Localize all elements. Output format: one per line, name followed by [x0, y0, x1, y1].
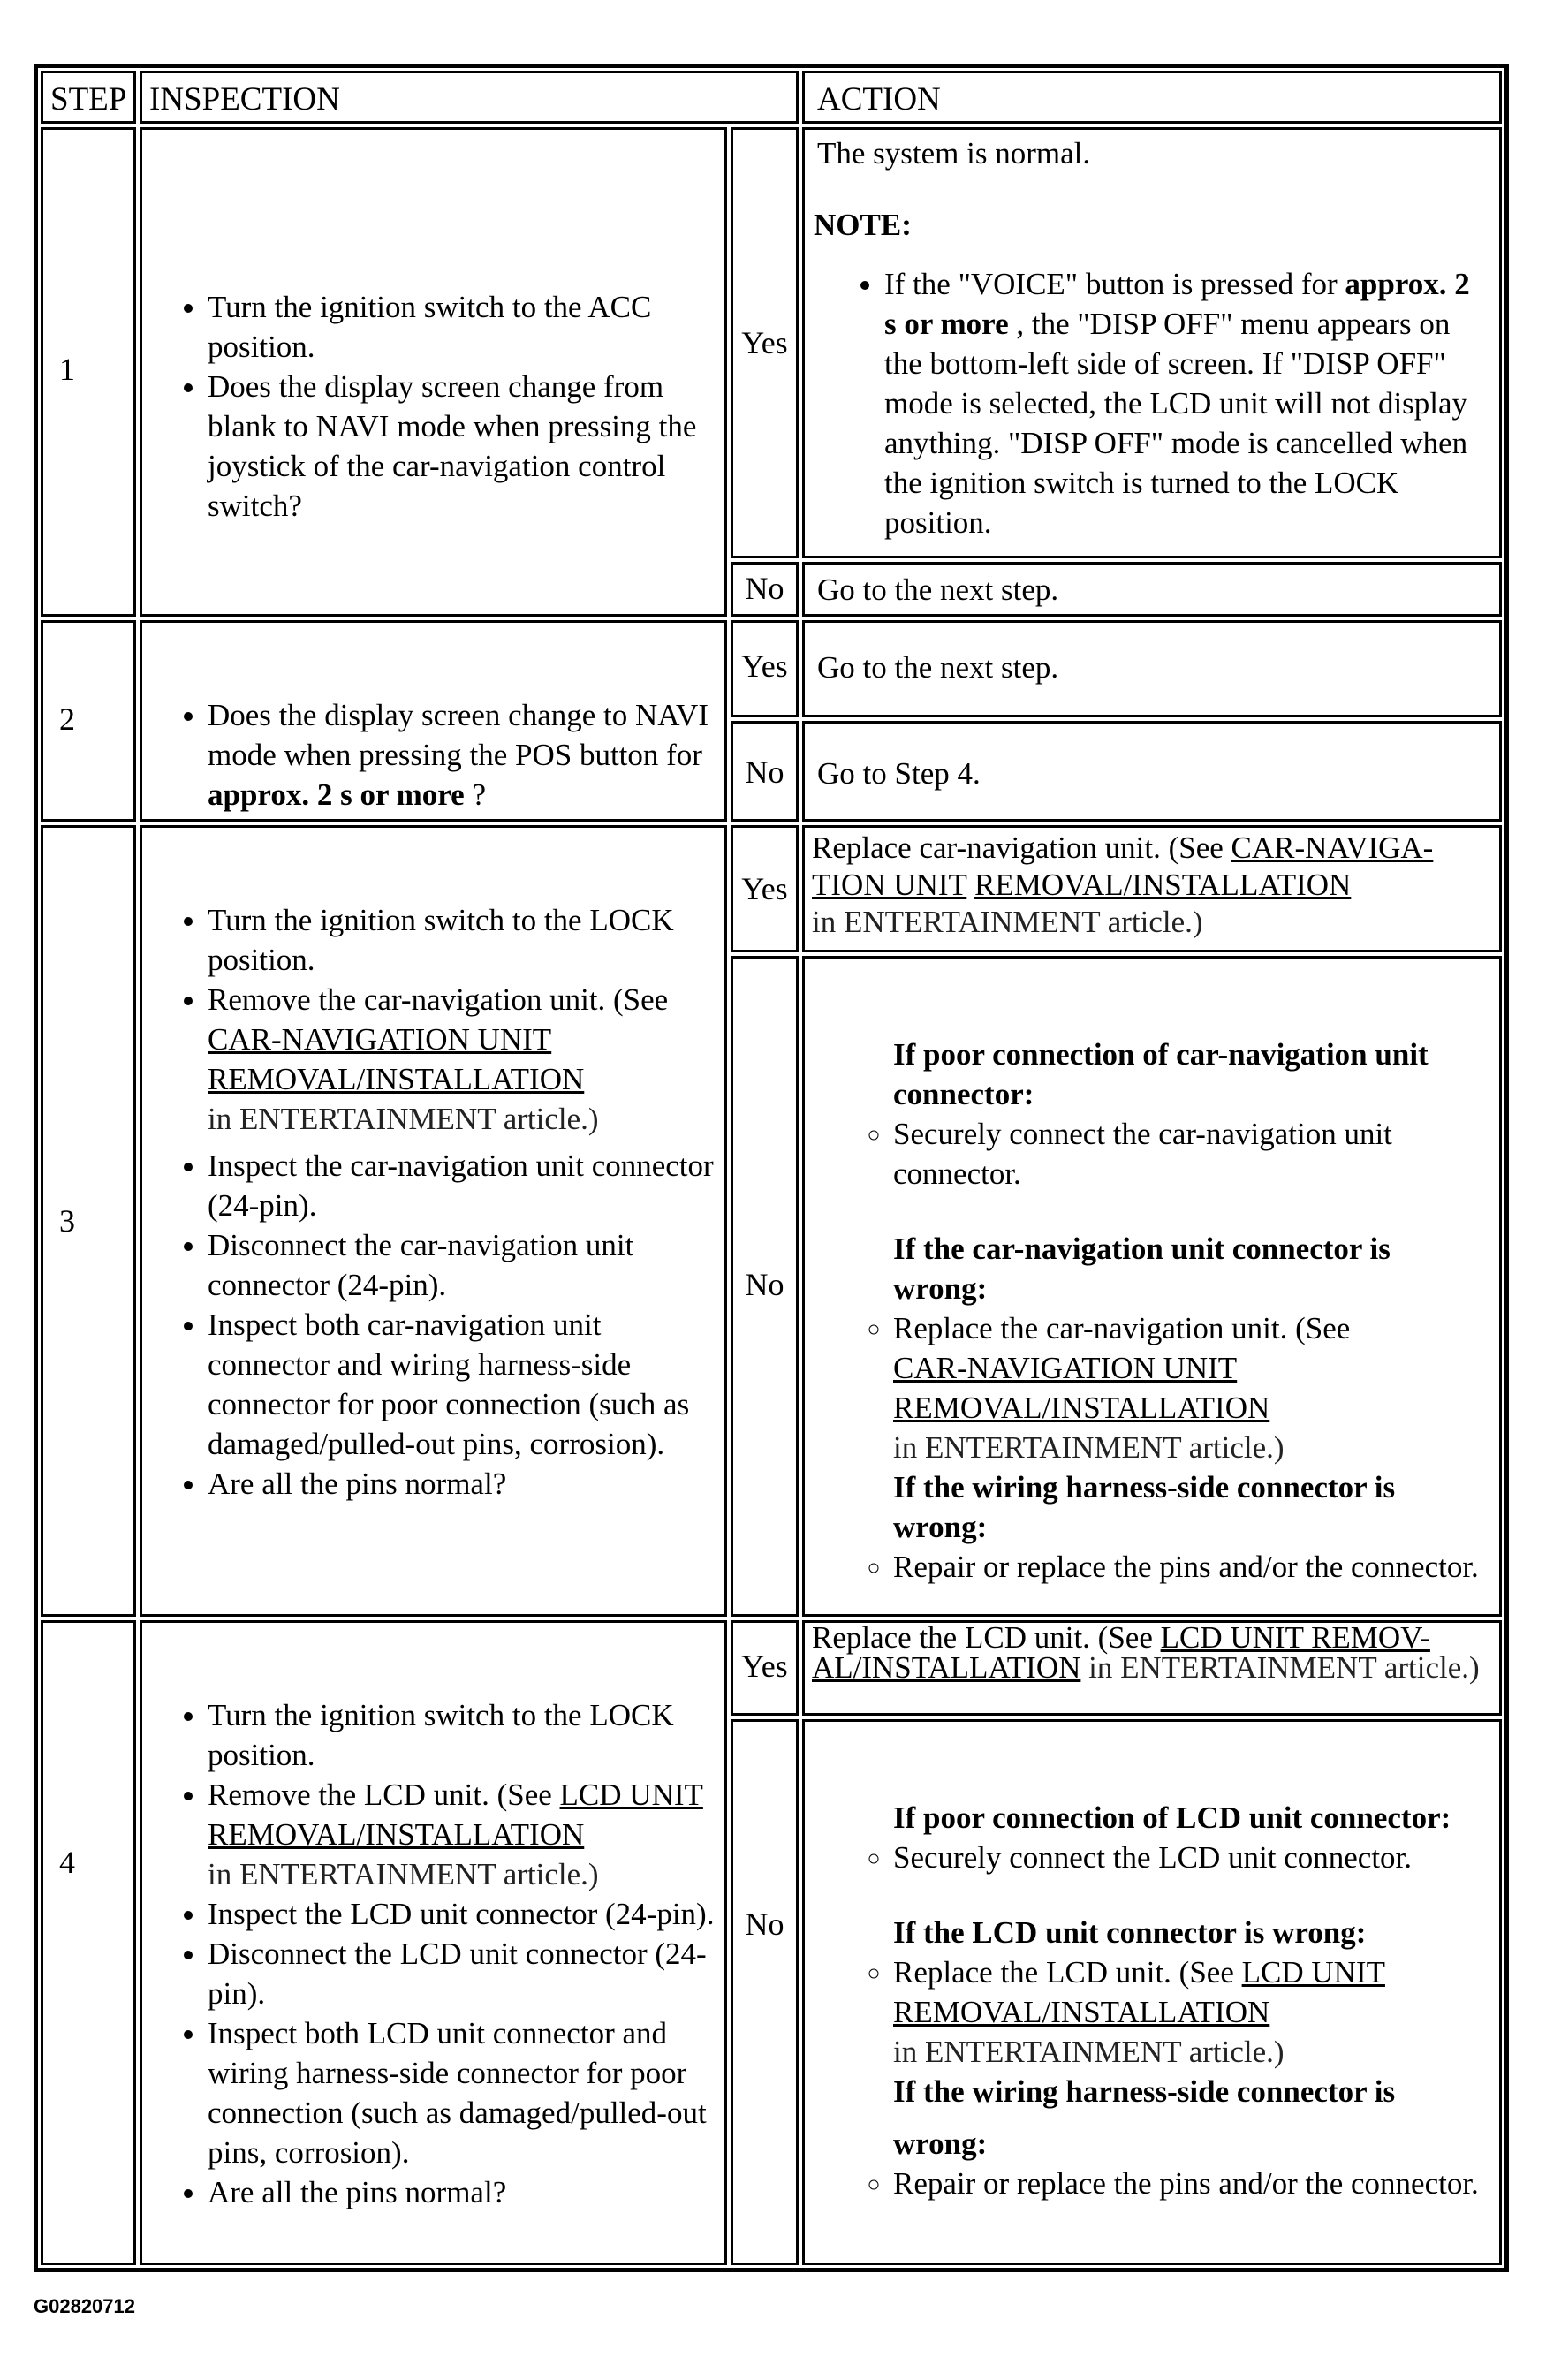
step-4-yes-cell: [731, 1620, 799, 1716]
step-3-no-action: [802, 956, 1502, 1617]
step-4-inspection-item: • Are all the pins normal?: [208, 2172, 719, 2212]
removal-installation-link[interactable]: REMOVAL/INSTALLATION: [974, 868, 1352, 902]
lcd-removal-link[interactable]: LCD UNIT REMOVAL/INSTALLATION: [208, 1777, 703, 1852]
step-1-inspection-item: • Turn the ignition switch to the ACC position.: [208, 287, 716, 367]
step-3-inspection-item: • Turn the ignition switch to the LOCK position.: [208, 900, 716, 980]
step-3-inspection-item: • Inspect both car-navigation unit connector and wiring harness-side connector for poor connection (such as damaged/pulled-out pins, corrosion).: [208, 1305, 716, 1464]
step-4-no-cell: [731, 1719, 799, 2265]
header-inspection: INSPECTION: [140, 71, 799, 124]
step-3-inspection-cell: [140, 825, 727, 1617]
condition-heading: If the wiring harness-side connector is wrong:: [893, 1470, 1396, 1544]
step-4-yes-label: Yes: [741, 1649, 788, 1684]
action-item: ◦ Replace the LCD unit. (See LCD UNIT REMOVAL/INSTALLATION in ENTERTAINMENT article.): [893, 1952, 1496, 2072]
condition-heading: wrong:: [893, 2126, 988, 2161]
lcd-unit-link[interactable]: LCD UNIT: [1241, 1955, 1385, 1990]
step-4-no-label: No: [745, 1906, 784, 1942]
step-1-yes-label: Yes: [741, 325, 788, 360]
step-4-inspection-item: • Inspect both LCD unit connector and wiring harness-side connector for poor connection (such as damaged/pulled-out pins, corrosion).: [208, 2013, 719, 2172]
removal-installation-link[interactable]: REMOVAL/INSTALLATION: [893, 1995, 1270, 2029]
action-item: ◦ Securely connect the car-navigation unit connector.: [893, 1114, 1487, 1194]
step-1-no-cell: [731, 562, 799, 617]
step-1-yes-cell: [731, 127, 799, 558]
step-4-inspection-cell: [140, 1620, 727, 2265]
step-4-number-cell: [41, 1620, 136, 2265]
step-4-inspection-item: • Disconnect the LCD unit connector (24-pin).: [208, 1934, 719, 2013]
step-1-inspection-item: • Does the display screen change from blank to NAVI mode when pressing the joystick of the car-navigation control switch?: [208, 367, 716, 526]
step-3-yes-action: Replace car-navigation unit. (See CAR-NAVIGA-TION UNIT REMOVAL/INSTALLATION in ENTERTAINMENT article.): [802, 825, 1502, 952]
step-1-yes-action: [802, 127, 1502, 558]
step-3-inspection-item: • Remove the car-navigation unit. (See CAR-NAVIGATION UNIT REMOVAL/INSTALLATION in ENTERTAINMENT article.): [208, 980, 716, 1139]
step-2-yes-cell: [731, 620, 799, 717]
step-3-no-label: No: [745, 1267, 784, 1302]
step-2-no-label: No: [745, 754, 784, 790]
step-1-number: 1: [59, 352, 75, 387]
action-item: ◦ Repair or replace the pins and/or the connector.: [893, 2164, 1496, 2203]
step-4-inspection-item: • Turn the ignition switch to the LOCK position.: [208, 1695, 719, 1775]
step-1-inspection-cell: [140, 127, 727, 617]
step-3-inspection-item: • Disconnect the car-navigation unit connector (24-pin).: [208, 1225, 716, 1305]
step-3-inspection-item: • Inspect the car-navigation unit connector (24-pin).: [208, 1146, 716, 1225]
note-item: • If the "VOICE" button is pressed for approx. 2 s or more , the "DISP OFF" menu appears on the bottom-left side of screen. If "DISP OFF" mode is selected, the LCD unit will not display anything. "DISP OFF" mode is cancelled when the ignition switch is turned to the LOCK position.: [884, 264, 1487, 542]
step-1-no-label: No: [745, 571, 784, 606]
step-2-yes-action: Go to the next step.: [802, 620, 1502, 717]
step-2-no-cell: [731, 721, 799, 822]
step-3-no-cell: [731, 956, 799, 1617]
step-2-yes-label: Yes: [741, 648, 788, 684]
step-4-yes-action: Replace the LCD unit. (See LCD UNIT REMOV-AL/INSTALLATION in ENTERTAINMENT article.): [802, 1620, 1502, 1716]
step-1-no-action: Go to the next step.: [802, 562, 1502, 617]
note-label: NOTE:: [814, 208, 912, 242]
step-4-inspection-item: • Inspect the LCD unit connector (24-pin).: [208, 1894, 719, 1934]
condition-heading: If poor connection of car-navigation unit connector:: [893, 1037, 1429, 1111]
step-3-yes-label: Yes: [741, 871, 788, 906]
step-4-no-action: [802, 1719, 1502, 2265]
step-1-number-cell: [41, 127, 136, 617]
action-item: ◦ Repair or replace the pins and/or the connector.: [893, 1547, 1487, 1587]
car-navigation-removal-link[interactable]: CAR-NAVIGATION UNIT REMOVAL/INSTALLATION: [208, 1022, 585, 1096]
step-4-number: 4: [59, 1845, 75, 1880]
lcd-removal-link[interactable]: LCD UNIT REMOV-AL/INSTALLATION: [812, 1620, 1430, 1685]
condition-heading: If poor connection of LCD unit connector:: [893, 1800, 1451, 1835]
step-2-number-cell: [41, 620, 136, 822]
header-action: ACTION: [802, 71, 1502, 124]
step-3-number: 3: [59, 1203, 75, 1239]
condition-heading: If the car-navigation unit connector is wrong:: [893, 1232, 1391, 1306]
car-navigation-unit-link[interactable]: CAR-NAVIGA-TION UNIT: [812, 830, 1434, 902]
step-4-inspection-item: • Remove the LCD unit. (See LCD UNIT REMOVAL/INSTALLATION in ENTERTAINMENT article.): [208, 1775, 719, 1894]
action-item: ◦ Securely connect the LCD unit connector.: [893, 1838, 1496, 1877]
condition-heading: If the LCD unit connector is wrong:: [893, 1915, 1367, 1950]
header-step: STEP: [41, 71, 136, 124]
step-2-number: 2: [59, 701, 75, 737]
step-3-yes-cell: [731, 825, 799, 952]
figure-id: G02820712: [34, 2295, 135, 2317]
action-item: ◦ Replace the car-navigation unit. (See CAR-NAVIGATION UNIT REMOVAL/INSTALLATION in ENTERTAINMENT article.): [893, 1308, 1487, 1467]
car-navigation-removal-link[interactable]: CAR-NAVIGATION UNIT REMOVAL/INSTALLATION: [893, 1351, 1270, 1425]
step-3-inspection-item: • Are all the pins normal?: [208, 1464, 716, 1504]
system-normal-text: The system is normal.: [817, 136, 1091, 171]
step-2-inspection-item: • Does the display screen change to NAVI mode when pressing the POS button for approx. 2 s or more ?: [208, 695, 716, 815]
step-2-inspection-cell: [140, 620, 727, 822]
step-3-number-cell: [41, 825, 136, 1617]
condition-heading: If the wiring harness-side connector is: [893, 2074, 1396, 2109]
step-2-no-action: Go to Step 4.: [802, 721, 1502, 822]
